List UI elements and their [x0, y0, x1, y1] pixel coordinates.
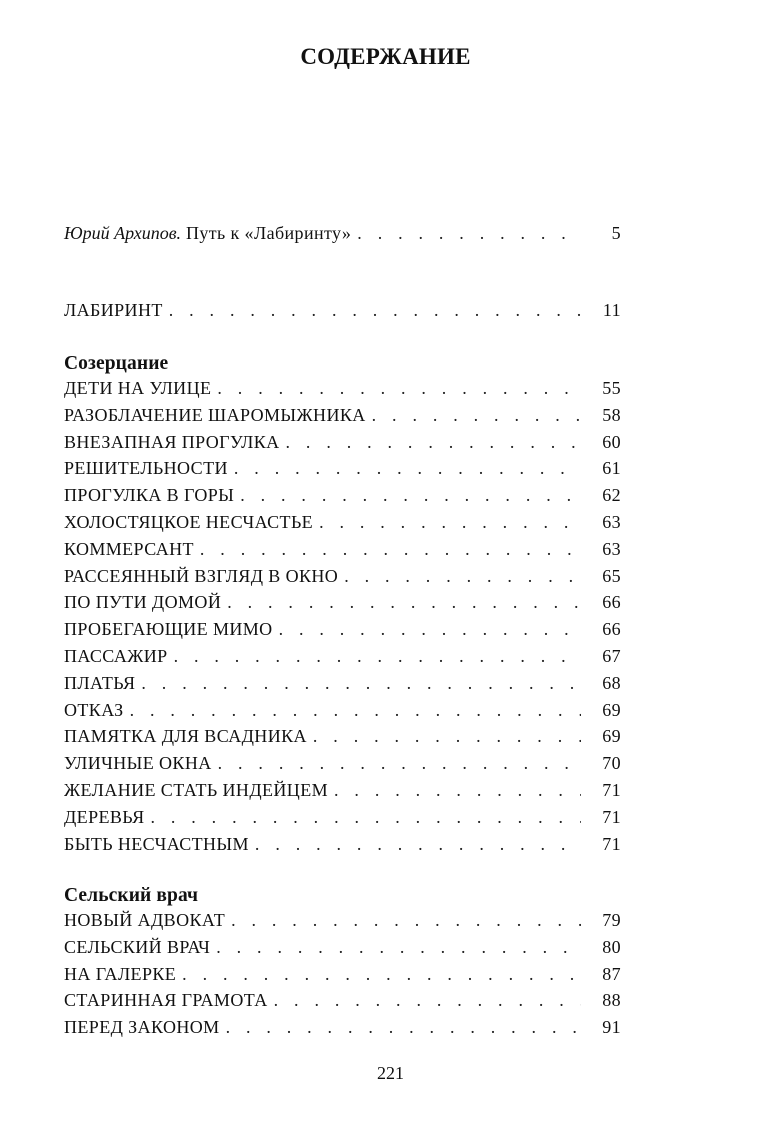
toc-entry-page: 79	[602, 910, 621, 930]
toc-entry-page: 63	[602, 511, 621, 532]
toc-entry-label: ХОЛОСТЯЦКОЕ НЕСЧАСТЬЕ	[64, 511, 314, 532]
toc-entry-page: 66	[602, 619, 621, 640]
toc-entry[interactable]	[64, 780, 621, 807]
dot-leader	[286, 432, 581, 453]
toc-entry-label: ДЕРЕВЬЯ	[64, 806, 145, 827]
dot-leader	[182, 964, 581, 985]
toc-entry-page: 67	[602, 645, 621, 666]
toc-entry[interactable]	[64, 512, 621, 539]
toc-entry[interactable]	[64, 566, 621, 593]
toc-entry[interactable]	[64, 937, 621, 964]
toc-entry-label	[64, 223, 357, 244]
toc-section-country-doctor	[64, 882, 621, 1044]
toc-entry[interactable]	[64, 700, 621, 727]
toc-entry-page: 63	[602, 538, 621, 559]
dot-leader	[150, 807, 581, 828]
toc-entry-label: БЫТЬ НЕСЧАСТНЫМ	[64, 833, 249, 854]
toc-entry[interactable]	[64, 673, 621, 700]
toc-entry-page: 68	[602, 672, 621, 693]
toc-entry[interactable]	[64, 485, 621, 512]
toc-main	[64, 300, 621, 327]
toc-entry-page: 88	[602, 990, 621, 1011]
toc-entry[interactable]	[64, 1017, 621, 1044]
toc-entry-page: 58	[602, 404, 621, 425]
toc-entry[interactable]	[64, 910, 621, 937]
toc-entry-page: 65	[602, 565, 621, 586]
dot-leader	[372, 405, 581, 426]
dot-leader	[217, 378, 581, 399]
toc-entry[interactable]	[64, 646, 621, 673]
toc-entry-main[interactable]	[64, 300, 621, 327]
toc-entry-page: 71	[602, 779, 621, 800]
dot-leader	[234, 458, 581, 479]
toc-entry-label: ПЛАТЬЯ	[64, 672, 136, 693]
toc-entry[interactable]	[64, 726, 621, 753]
toc-entry-page: 69	[602, 726, 621, 747]
toc-entry-page: 70	[602, 753, 621, 774]
toc-entry-page: 11	[602, 300, 621, 320]
toc-entry-page: 69	[602, 699, 621, 720]
dot-leader	[344, 566, 581, 587]
toc-entry-page: 66	[602, 592, 621, 613]
intro-title: Путь к «Лабиринту»	[185, 223, 352, 243]
toc-entry-page: 62	[602, 485, 621, 506]
dot-leader	[174, 646, 581, 667]
toc-entry-label: СЕЛЬСКИЙ ВРАЧ	[64, 936, 211, 957]
toc-entry-label: ДЕТИ НА УЛИЦЕ	[64, 378, 212, 398]
dot-leader	[313, 726, 581, 747]
dot-leader	[226, 1017, 581, 1038]
toc-entry[interactable]	[64, 619, 621, 646]
dot-leader	[255, 834, 581, 855]
toc-entry-label: СТАРИННАЯ ГРАМОТА	[64, 990, 268, 1011]
toc-entry[interactable]	[64, 990, 621, 1017]
dot-leader	[200, 539, 581, 560]
toc-entry[interactable]	[64, 458, 621, 485]
intro-author: Юрий Архипов.	[64, 223, 182, 243]
toc-section-contemplation	[64, 350, 621, 860]
toc-entry-label: ПАССАЖИР	[64, 645, 168, 666]
toc-entry-label: НА ГАЛЕРКЕ	[64, 963, 177, 984]
toc-entry-page: 5	[611, 223, 621, 243]
toc-entry[interactable]	[64, 405, 621, 432]
toc-entry[interactable]	[64, 807, 621, 834]
toc-entry-label: УЛИЧНЫЕ ОКНА	[64, 753, 212, 774]
toc-entry-intro[interactable]	[64, 223, 621, 250]
dot-leader	[227, 592, 581, 613]
toc-entry-label: ПРОГУЛКА В ГОРЫ	[64, 485, 235, 506]
toc-entry[interactable]	[64, 592, 621, 619]
dot-leader	[169, 300, 581, 321]
toc-entry-label: ПО ПУТИ ДОМОЙ	[64, 592, 222, 613]
page-title: СОДЕРЖАНИЕ	[300, 44, 471, 69]
dot-leader	[240, 485, 581, 506]
toc-entry-label: ПАМЯТКА ДЛЯ ВСАДНИКА	[64, 726, 307, 747]
dot-leader	[216, 937, 581, 958]
toc-entry-label: НОВЫЙ АДВОКАТ	[64, 910, 226, 930]
dot-leader	[319, 512, 581, 533]
section-heading: Сельский врач	[64, 885, 199, 906]
toc-entry[interactable]	[64, 378, 621, 405]
toc-entry-label: РАССЕЯННЫЙ ВЗГЛЯД В ОКНО	[64, 565, 339, 586]
dot-leader	[357, 223, 581, 244]
dot-leader	[141, 673, 581, 694]
toc-entry-label: ВНЕЗАПНАЯ ПРОГУЛКА	[64, 431, 280, 452]
toc-entry-label: РАЗОБЛАЧЕНИЕ ШАРОМЫЖНИКА	[64, 404, 366, 425]
section-heading: Созерцание	[64, 353, 169, 374]
toc-entry-page: 60	[602, 431, 621, 452]
toc-entry[interactable]	[64, 432, 621, 459]
toc-entry-label: ЛАБИРИНТ	[64, 300, 163, 320]
toc-intro	[64, 223, 621, 250]
toc-entry-page: 80	[602, 936, 621, 957]
toc-entry-label: ОТКАЗ	[64, 699, 124, 720]
toc-entry-label: ПРОБЕГАЮЩИЕ МИМО	[64, 619, 273, 640]
toc-entry-label: ЖЕЛАНИЕ СТАТЬ ИНДЕЙЦЕМ	[64, 779, 329, 800]
page-number: 221	[377, 1063, 404, 1083]
dot-leader	[279, 619, 581, 640]
dot-leader	[274, 990, 581, 1011]
dot-leader	[218, 753, 581, 774]
dot-leader	[334, 780, 581, 801]
toc-entry-label: ПЕРЕД ЗАКОНОМ	[64, 1017, 220, 1038]
toc-entry[interactable]	[64, 964, 621, 991]
dot-leader	[231, 910, 581, 931]
toc-entry-page: 91	[602, 1017, 621, 1038]
toc-entry-page: 55	[602, 378, 621, 398]
dot-leader	[130, 700, 581, 721]
toc-entry-page: 61	[602, 458, 621, 479]
toc-entry-page: 87	[602, 963, 621, 984]
toc-entry-label: КОММЕРСАНТ	[64, 538, 194, 559]
toc-entry[interactable]	[64, 539, 621, 566]
toc-entry-page: 71	[602, 833, 621, 854]
toc-entry[interactable]	[64, 834, 621, 861]
toc-entry-label: РЕШИТЕЛЬНОСТИ	[64, 458, 228, 479]
toc-entry[interactable]	[64, 753, 621, 780]
toc-entry-page: 71	[602, 806, 621, 827]
